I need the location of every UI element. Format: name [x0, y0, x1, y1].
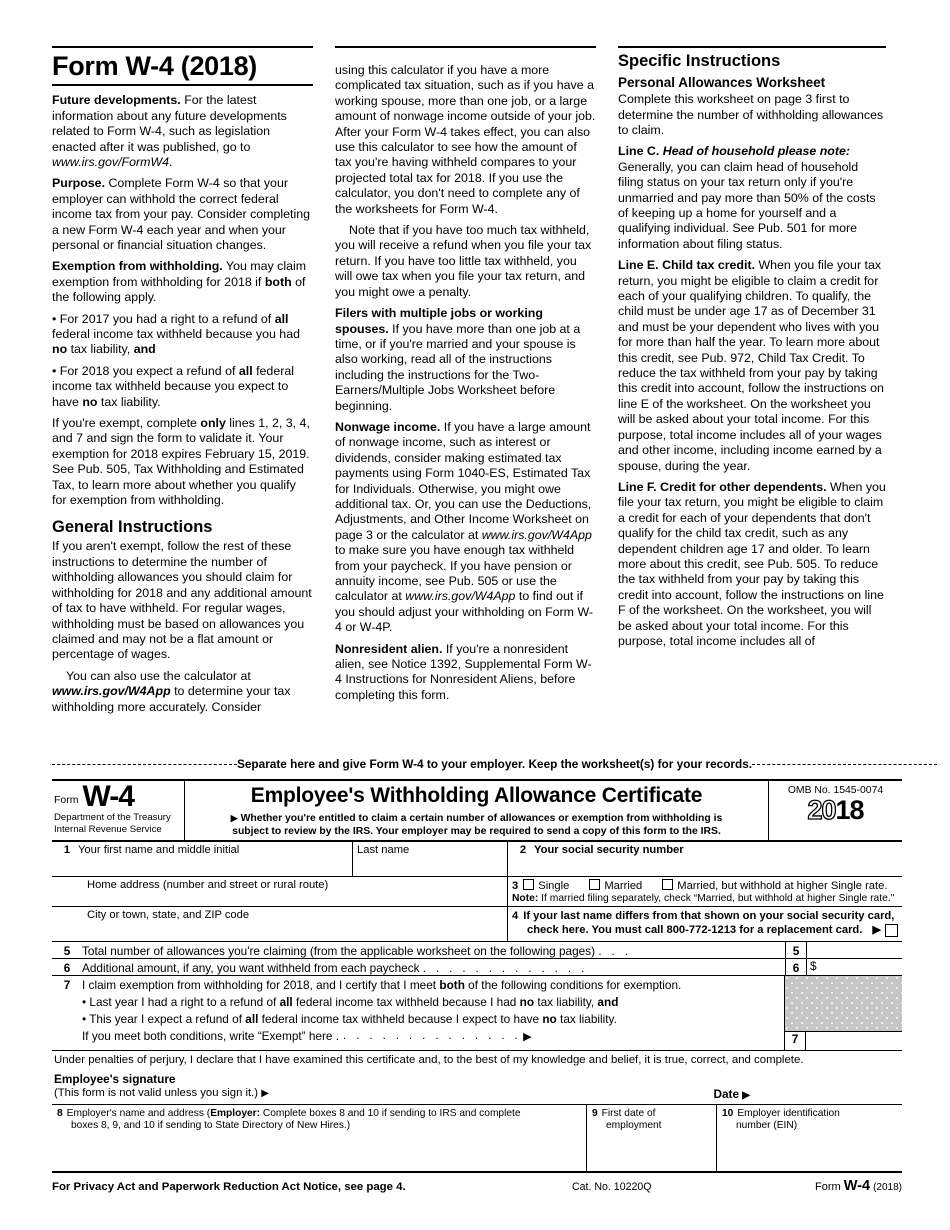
line-7-box-number: 7	[784, 1032, 806, 1050]
field-4-block	[512, 909, 898, 937]
row-name-ssn	[52, 842, 902, 877]
field-name-differs	[507, 907, 902, 941]
l7b1-c: tax liability,	[534, 995, 598, 1009]
future-dev-heading: Future developments.	[52, 93, 181, 108]
agency-line-2: Internal Revenue Service	[54, 823, 162, 835]
line-7-answer-row	[784, 1031, 902, 1050]
line-7-bullet-2	[52, 1010, 784, 1027]
form-header	[52, 779, 902, 842]
nonwage-heading: Nonwage income.	[335, 419, 441, 434]
instructions-section	[52, 46, 902, 721]
omb-number: OMB No. 1545-0074	[787, 785, 884, 796]
field-9-number: 9	[592, 1107, 598, 1119]
bullet1-a: • For 2017 you had a right to a refund of	[52, 311, 275, 326]
signature-row	[52, 1069, 902, 1105]
line-7-right	[784, 976, 902, 1050]
paragraph-exemption	[52, 259, 313, 305]
omb-year-block	[769, 781, 902, 840]
field-8-number: 8	[57, 1107, 63, 1119]
tax-year	[769, 797, 902, 824]
marital-checkbox-row	[512, 879, 898, 892]
signature-sublabel: (This form is not valid unless you sign it.)	[54, 1087, 259, 1100]
checkbox-name-differs[interactable]	[885, 924, 898, 937]
l7b1-no: no	[519, 995, 535, 1009]
bullet2-all: all	[238, 363, 253, 378]
top-rule	[52, 46, 313, 48]
line-7-bullet-2-text	[82, 1012, 784, 1026]
exempt-b: lines 1, 2, 3, 4, and 7 and sign the form to validate it. Your exemption for 2018 expires February 15, 2019. See Pub. 505, Tax Withholding and Estimated Tax, to learn more about whether you qualify for exemption from withholding.	[52, 416, 310, 508]
field-employer-name-address[interactable]	[52, 1105, 587, 1171]
paragraph-general-2	[52, 669, 313, 715]
field-9-line-2: employment	[606, 1119, 662, 1131]
field-home-address[interactable]	[52, 877, 507, 906]
exemption-body-a: You may claim exemption from withholding for 2018 if	[52, 259, 307, 289]
shaded-block	[784, 976, 902, 1031]
filers-body: If you have more than one job at a time, or if you're married and your spouse is also working, read all of the instructions including the instructions for the Two-Earners/Multiple Jobs Worksheet before beginning.	[335, 321, 581, 413]
dashed-line-right	[752, 764, 937, 765]
paragraph-purpose	[52, 176, 313, 253]
paragraph-bullet-2017	[52, 312, 313, 358]
exempt-dots: . . . . . . . . . . . . . .	[343, 1030, 522, 1042]
line-6-number: 6	[63, 961, 71, 975]
last-name-label: Last name	[357, 844, 410, 856]
field-4-text-2: check here. You must call 800-772-1213 for a replacement card.	[527, 924, 863, 936]
row-line-7	[52, 976, 902, 1051]
date-label-block	[713, 1087, 900, 1101]
exemption-both: both	[264, 274, 292, 289]
bullet2-b: federal income tax withheld because you expect to have	[52, 363, 294, 409]
l7b2-a: • This year I expect a refund of	[82, 1012, 246, 1026]
field-4-text-1: If your last name differs from that shown on your social security card,	[523, 910, 895, 922]
field-2-number: 2	[519, 844, 527, 856]
lineC-body: Generally, you can claim head of household filing status on your tax return only if you're unmarried and pay more than 50% of the costs of keeping up a home for yourself and a qualifying individual. See Pub. 501 for more information about filing status.	[618, 159, 876, 251]
title-rule	[52, 84, 313, 86]
bullet2-no: no	[82, 394, 98, 409]
field-8-text-b: Complete boxes 8 and 10 if sending to IRS and complete	[260, 1107, 521, 1119]
exempt-arrow-icon: ▶	[523, 1030, 532, 1043]
dollar-sign: $	[810, 959, 817, 973]
field-last-name[interactable]	[352, 842, 507, 876]
paragraph-nonresident-alien	[335, 642, 596, 704]
form-subtitle-line-1	[191, 812, 762, 825]
line7-b: of the following conditions for exemption.	[464, 978, 682, 992]
line-7-bullet-1	[52, 993, 784, 1010]
line-7-text	[82, 978, 784, 992]
checkbox-single[interactable]	[523, 879, 534, 890]
exempt-a: If you're exempt, complete	[52, 416, 201, 431]
home-address-label: Home address (number and street or rural route)	[87, 879, 329, 891]
row-line-6	[52, 959, 902, 976]
field-10-line-2: number (EIN)	[736, 1119, 798, 1131]
paragraph-paw: Complete this worksheet on page 3 first to determine the number of withholding allowances to claim.	[618, 92, 884, 137]
perjury-statement: Under penalties of perjury, I declare that I have examined this certificate and, to the best of my knowledge and belief, it is true, correct, and complete.	[54, 1054, 804, 1066]
footer-w4: W-4	[843, 1177, 871, 1194]
line-7-bullet-1-text	[82, 995, 784, 1009]
l7b1-a: • Last year I had a right to a refund of	[82, 995, 280, 1009]
field-8-employer-bold: Employer:	[210, 1107, 261, 1119]
separator-row	[52, 757, 902, 771]
field-first-date-employment[interactable]	[587, 1105, 717, 1171]
line-5-text: Total number of allowances you're claiming (from the applicable worksheet on the following pages)	[82, 944, 596, 958]
line-5-dots: . . .	[598, 946, 632, 958]
marital-note	[512, 893, 898, 904]
nra-heading: Nonresident alien.	[335, 641, 443, 656]
heading-specific-instructions: Specific Instructions	[618, 52, 781, 70]
field-4-number: 4	[512, 910, 519, 922]
row-city-namechange	[52, 907, 902, 942]
line7-both: both	[439, 978, 465, 992]
future-dev-body: For the latest information about any future developments related to Form W-4, such as legislation enacted after it was published, go to	[52, 93, 287, 154]
employer-row	[52, 1105, 902, 1173]
top-rule-2	[335, 46, 596, 48]
label-single: Single	[538, 880, 570, 892]
line-6-input[interactable]	[807, 959, 902, 975]
exemption-body-b: of the following apply.	[52, 274, 306, 305]
field-first-name[interactable]	[52, 842, 352, 876]
field-10-number: 10	[722, 1107, 734, 1119]
bullet1-c: tax liability,	[67, 342, 134, 357]
paragraph-line-f	[618, 480, 886, 649]
nonwage-b: to make sure you have enough tax withheld from your paycheck. If you have pension or annuity income, see Pub. 505 or use the calculator at	[335, 543, 575, 604]
bullet1-all: all	[274, 311, 289, 326]
nonwage-c: to find out if you should adjust your withholding on Form W-4 or W-4P.	[335, 589, 594, 635]
label-married: Married	[604, 880, 643, 892]
page-title: Form W-4 (2018)	[52, 51, 258, 81]
form-section	[52, 779, 902, 1194]
field-employer-ein[interactable]	[717, 1105, 902, 1171]
checkbox-higher-single-rate[interactable]	[662, 879, 673, 890]
note-bold: Note:	[512, 893, 539, 904]
checkbox-married[interactable]	[589, 879, 600, 890]
l7b2-all: all	[245, 1012, 259, 1026]
general2-b: to determine your tax withholding more accurately. Consider	[52, 684, 291, 714]
filers-heading: Filers with multiple jobs or working spouses.	[335, 306, 543, 336]
form-title-block	[185, 781, 769, 840]
line7-a: I claim exemption from withholding for 2018, and I certify that I meet	[82, 978, 440, 992]
form-identity-block	[52, 781, 185, 840]
row-line-5	[52, 942, 902, 959]
w4app-url-1: www.irs.gov/W4App	[52, 684, 171, 699]
line-5-text-block	[82, 942, 785, 958]
paragraph-calculator-continued: using this calculator if you have a more complicated tax situation, such as if you have a working spouse, more than one job, or a large amount of nonwage income outside of your job. After your Form W-4 takes effect, you can also use this calculator to see how the amount of tax you're having withheld compares to your projected total tax for 2018. If you use the calculator, you don't need to complete any of the worksheets for Form W-4.	[335, 63, 596, 216]
paragraph-line-c	[618, 144, 886, 252]
w4app-url-3: www.irs.gov/W4App	[405, 589, 516, 604]
lineE-body: When you file your tax return, you might be eligible to claim a credit for each of your qualifying children. To qualify, the child must be under age 17 as of December 31 and must be your dependent who lives with you for more than half the year. To learn more about this credit, see Pub. 972, Child Tax Credit. To reduce the tax withheld from your pay by taking this credit into account, follow the instructions on line E of the worksheet. On the worksheet you will be asked about your total income. For this purpose, total income includes all of your wages and other income, including income earned by a spouse, during the year.	[618, 258, 884, 473]
general2-a: You can also use the calculator at	[66, 668, 251, 683]
first-name-label: Your first name and middle initial	[78, 844, 240, 856]
right-arrow-icon: ▶	[230, 813, 238, 824]
line-7-exempt-line	[82, 1029, 784, 1043]
paragraph-filers-multiple-jobs	[335, 306, 596, 414]
signature-label: Employee's signature	[54, 1072, 176, 1086]
purpose-body: Complete Form W-4 so that your employer can withhold the correct federal income tax from your pay. Consider completing a new Form W-4 each year and when your personal or financial situation changes.	[52, 176, 311, 252]
line-5-number: 5	[63, 944, 71, 958]
paragraph-bullet-2018	[52, 364, 313, 410]
lineF-body: When you file your tax return, you might be eligible to claim a credit for each of your dependents that don't qualify for the child tax credit, such as any dependent children age 17 and older. To learn more about this credit, see Pub. 505. To reduce the tax withheld from your pay by taking this credit into account, follow the instructions on line F of the worksheet. On the worksheet, you will be asked about your total income. For this purpose, total income includes all of	[618, 479, 886, 648]
nra-body: If you're a nonresident alien, see Notice 1392, Supplemental Form W-4 Instructions for Nonresident Aliens, before completing this form.	[335, 641, 592, 702]
w4app-url-2: www.irs.gov/W4App	[481, 527, 592, 542]
bullet1-b: federal income tax withheld because you had	[52, 327, 300, 342]
note-text: If married filing separately, check “Married, but withhold at higher Single rate."	[538, 893, 895, 904]
form-main-title: Employee's Withholding Allowance Certificate	[250, 784, 703, 807]
paragraph-future-developments	[52, 93, 313, 170]
checkbox-married-group[interactable]	[589, 879, 642, 892]
paragraph-nonwage-income	[335, 420, 596, 636]
checkbox-higher-single-group[interactable]	[662, 879, 887, 892]
paragraph-line-e	[618, 258, 886, 474]
lineF-heading: Line F. Credit for other dependents.	[618, 479, 827, 494]
field-8-line-2: boxes 8, 9, and 10 if sending to State Directory of New Hires.)	[71, 1119, 351, 1131]
form-subtitle-line-2: subject to review by the IRS. Your employer may be required to send a copy of this form to the IRS.	[232, 825, 721, 837]
field-4-line-2	[512, 923, 898, 937]
bullet2-a: • For 2018 you expect a refund of	[52, 363, 239, 378]
l7b2-no: no	[542, 1012, 557, 1026]
instructions-column-2	[335, 46, 618, 721]
line-7-exempt-row	[52, 1027, 784, 1045]
ssn-label: Your social security number	[534, 844, 684, 856]
footer-year: (2018)	[873, 1181, 902, 1193]
paragraph-general-1: If you aren't exempt, follow the rest of these instructions to determine the number of withholding allowances you should claim for withholding for 2018 and any additional amount of tax to have withheld. For regular wages, withholding must be based on allowances you claimed and may not be a flat amount or percentage of wages.	[52, 539, 312, 662]
subtitle-text-1: Whether you're entitled to claim a certain number of allowances or exemption from withholding is	[240, 813, 723, 825]
l7b1-b: federal income tax withheld because I had	[292, 995, 520, 1009]
paragraph-note-withheld: Note that if you have too much tax withheld, you will receive a refund when you file your tax return. If you have too little tax withheld, you will owe tax when you file your tax return, and you might owe a penalty.	[335, 223, 592, 299]
nonwage-a: If you have a large amount of nonwage income, such as interest or dividends, consider making estimated tax payments using Form 1040-ES, Estimated Tax for Individuals. Otherwise, you might owe additional tax. Or, you can use the Deductions, Adjustments, and Other Income Worksheet on page 3 or the calculator at	[335, 419, 592, 542]
date-arrow-icon: ▶	[742, 1089, 750, 1101]
form-number: W-4	[82, 780, 134, 813]
checkbox-single-group[interactable]	[523, 879, 569, 892]
year-prefix: 20	[807, 795, 836, 825]
field-3-number: 3	[512, 879, 519, 892]
line-7-main	[52, 976, 784, 993]
exempt-text: If you meet both conditions, write “Exempt” here .	[82, 1029, 340, 1043]
bullet1-no: no	[52, 342, 68, 357]
field-marital-status	[507, 877, 902, 906]
line-6-text-block	[82, 959, 785, 975]
row-address-marital	[52, 877, 902, 907]
footer-form-id	[815, 1178, 902, 1194]
field-8-text-a: Employer's name and address (	[66, 1107, 211, 1119]
lineE-heading: Line E. Child tax credit.	[618, 258, 756, 273]
form-label: Form	[54, 793, 79, 806]
line-7-left	[52, 976, 784, 1050]
instructions-column-1	[52, 46, 335, 721]
l7b1-all: all	[279, 995, 293, 1009]
privacy-act-notice: For Privacy Act and Paperwork Reduction Act Notice, see page 4.	[52, 1180, 406, 1193]
heading-general-instructions: General Instructions	[52, 517, 213, 536]
top-rule-3	[618, 46, 886, 48]
purpose-heading: Purpose.	[52, 176, 106, 191]
line-6-box-number: 6	[785, 959, 807, 975]
bullet2-c: tax liability.	[97, 394, 161, 409]
line-7-number: 7	[63, 978, 71, 992]
l7b1-and: and	[597, 995, 619, 1009]
label-higher-single: Married, but withhold at higher Single rate.	[677, 880, 888, 892]
catalog-number: Cat. No. 10220Q	[572, 1180, 652, 1193]
line-6-text: Additional amount, if any, you want withheld from each paycheck	[82, 961, 420, 975]
field-city-state-zip[interactable]	[52, 907, 507, 941]
instructions-column-3	[618, 46, 886, 721]
lineC-heading: Line C.	[618, 144, 663, 159]
line-6-dots: . . . . . . . . . . . . .	[422, 963, 588, 975]
arrow-to-checkbox-icon: ▶	[872, 924, 881, 936]
heading-personal-allowances-worksheet: Personal Allowances Worksheet	[618, 74, 826, 90]
city-label: City or town, state, and ZIP code	[87, 909, 250, 921]
field-10-line-1: Employer identification	[737, 1107, 840, 1119]
form-footer	[52, 1173, 902, 1194]
line-5-box-number: 5	[785, 942, 807, 958]
signature-label-block	[54, 1073, 269, 1101]
field-ssn[interactable]	[507, 842, 902, 876]
bullet1-and: and	[133, 342, 156, 357]
signature-arrow-icon: ▶	[261, 1088, 269, 1100]
field-4-line-1	[512, 909, 898, 923]
l7b2-b: federal income tax withheld because I expect to have	[258, 1012, 543, 1026]
agency-line-1: Department of the Treasury	[54, 811, 171, 823]
field-9-line-1: First date of	[601, 1107, 656, 1119]
date-label: Date	[713, 1086, 740, 1101]
field-1-number: 1	[63, 844, 71, 856]
footer-form-label: Form	[815, 1180, 841, 1193]
exemption-heading: Exemption from withholding.	[52, 259, 223, 274]
l7b2-c: tax liability.	[556, 1012, 617, 1026]
future-dev-period: .	[169, 154, 173, 169]
dashed-line-left	[52, 764, 237, 765]
paragraph-exempt-instructions	[52, 416, 313, 508]
line-5-input[interactable]	[807, 942, 902, 958]
future-dev-url: www.irs.gov/FormW4	[52, 154, 170, 169]
year-suffix: 18	[835, 795, 864, 825]
lineC-italic: Head of household please note:	[662, 144, 851, 159]
separator-text: Separate here and give Form W-4 to your employer. Keep the worksheet(s) for your records.	[237, 757, 753, 771]
exempt-only: only	[200, 416, 226, 431]
line-7-input[interactable]	[806, 1032, 902, 1050]
